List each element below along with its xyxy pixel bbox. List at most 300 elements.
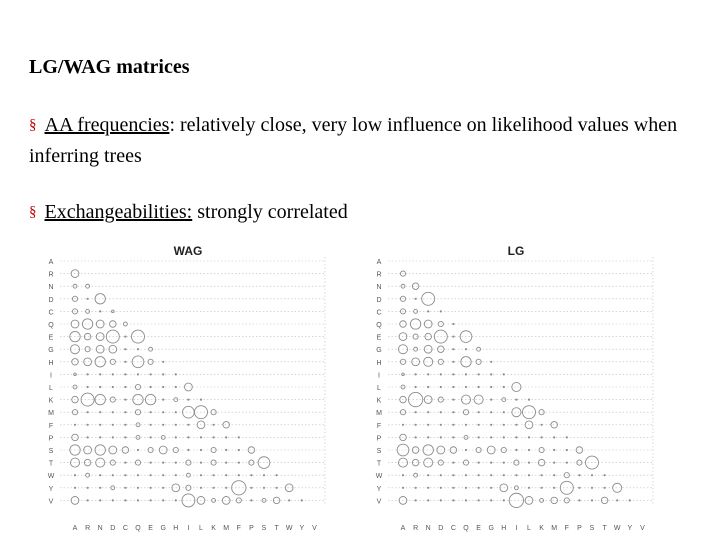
- row-label: L: [377, 385, 381, 392]
- exchangeability-dot: [162, 474, 164, 476]
- column-label: E: [148, 525, 153, 532]
- exchangeability-dot: [415, 487, 417, 489]
- exchangeability-dot: [162, 399, 164, 401]
- exchangeability-dot: [124, 399, 126, 401]
- column-label: G: [488, 525, 494, 532]
- exchangeability-dot: [478, 424, 480, 426]
- exchangeability-dot: [175, 373, 177, 375]
- row-label: K: [48, 397, 54, 405]
- exchangeability-dot: [503, 462, 505, 464]
- exchangeability-dot: [175, 424, 177, 426]
- exchangeability-dot: [225, 487, 227, 489]
- exchangeability-dot: [541, 436, 543, 438]
- exchangeability-bubble: [512, 408, 521, 417]
- exchangeability-dot: [553, 449, 555, 451]
- exchangeability-dot: [591, 474, 593, 476]
- exchangeability-dot: [427, 373, 429, 375]
- exchangeability-dot: [99, 487, 101, 489]
- exchangeability-dot: [578, 487, 580, 489]
- column-label: V: [312, 525, 317, 532]
- row-label: C: [376, 309, 382, 317]
- exchangeability-dot: [452, 474, 454, 476]
- exchangeability-dot: [503, 424, 505, 426]
- exchangeability-bubble: [183, 406, 195, 418]
- exchangeability-dot: [175, 462, 177, 464]
- exchangeability-dot: [187, 436, 189, 438]
- column-label: L: [199, 525, 203, 532]
- exchangeability-dot: [162, 424, 164, 426]
- exchangeability-dot: [150, 487, 152, 489]
- exchangeability-dot: [490, 474, 492, 476]
- exchangeability-dot: [150, 436, 152, 438]
- exchangeability-dot: [99, 474, 101, 476]
- exchangeability-dot: [238, 462, 240, 464]
- exchangeability-dot: [200, 436, 202, 438]
- exchangeability-dot: [465, 449, 467, 451]
- exchangeability-dot: [250, 474, 252, 476]
- exchangeability-dot: [478, 474, 480, 476]
- bullet-term: Exchangeabilities:: [44, 201, 193, 223]
- exchangeability-dot: [528, 474, 530, 476]
- exchangeability-dot: [541, 487, 543, 489]
- row-label: W: [47, 473, 55, 481]
- exchangeability-dot: [478, 462, 480, 464]
- exchangeability-dot: [490, 411, 492, 413]
- exchangeability-dot: [465, 474, 467, 476]
- exchangeability-dot: [250, 499, 252, 501]
- exchangeability-dot: [112, 474, 114, 476]
- column-label: I: [187, 525, 190, 532]
- column-label: L: [527, 525, 531, 532]
- exchangeability-dot: [213, 424, 215, 426]
- row-label: F: [376, 422, 382, 430]
- exchangeability-dot: [112, 411, 114, 413]
- exchangeability-dot: [87, 411, 89, 413]
- exchangeability-dot: [124, 336, 126, 338]
- exchangeability-dot: [74, 424, 76, 426]
- exchangeability-dot: [452, 487, 454, 489]
- row-label: A: [376, 259, 382, 266]
- bullet-exchangeabilities: [29, 198, 699, 229]
- exchangeability-dot: [503, 411, 505, 413]
- exchangeability-dot: [440, 474, 442, 476]
- exchangeability-dot: [213, 487, 215, 489]
- exchangeability-dot: [200, 399, 202, 401]
- exchangeability-dot: [415, 499, 417, 501]
- exchangeability-dot: [490, 361, 492, 363]
- exchangeability-dot: [99, 424, 101, 426]
- exchangeability-dot: [490, 462, 492, 464]
- exchangeability-dot: [452, 323, 454, 325]
- exchangeability-dot: [515, 399, 517, 401]
- exchangeability-dot: [200, 487, 202, 489]
- exchangeability-dot: [452, 424, 454, 426]
- row-label: E: [48, 334, 54, 342]
- exchangeability-dot: [490, 499, 492, 501]
- exchangeability-dot: [187, 424, 189, 426]
- exchangeability-dot: [503, 373, 505, 375]
- row-label: S: [48, 448, 54, 455]
- exchangeability-dot: [124, 487, 126, 489]
- exchangeability-dot: [452, 386, 454, 388]
- row-label: L: [49, 385, 53, 392]
- exchangeability-dot: [566, 462, 568, 464]
- exchangeability-dot: [452, 361, 454, 363]
- exchangeability-dot: [200, 462, 202, 464]
- exchangeability-dot: [276, 474, 278, 476]
- row-label: T: [376, 460, 382, 468]
- exchangeability-dot: [490, 399, 492, 401]
- column-label: A: [72, 525, 78, 532]
- exchangeability-dot: [175, 499, 177, 501]
- exchangeability-dot: [465, 373, 467, 375]
- exchangeability-dot: [415, 436, 417, 438]
- exchangeability-dot: [175, 411, 177, 413]
- column-label: S: [261, 525, 267, 532]
- exchangeability-dot: [238, 436, 240, 438]
- exchangeability-dot: [402, 487, 404, 489]
- exchangeability-dot: [112, 373, 114, 375]
- exchangeability-dot: [150, 462, 152, 464]
- exchangeability-dot: [465, 424, 467, 426]
- wag-bubble-matrix: [38, 240, 338, 536]
- column-label: Q: [463, 525, 469, 532]
- exchangeability-dot: [87, 424, 89, 426]
- exchangeability-dot: [137, 348, 139, 350]
- square-bullet-icon: §: [29, 204, 37, 220]
- exchangeability-dot: [87, 298, 89, 300]
- exchangeability-dot: [150, 499, 152, 501]
- column-label: G: [160, 525, 166, 532]
- exchangeability-dot: [225, 436, 227, 438]
- row-label: Y: [376, 485, 382, 493]
- exchangeability-dot: [490, 436, 492, 438]
- column-label: N: [97, 525, 103, 532]
- exchangeability-dot: [150, 424, 152, 426]
- exchangeability-dot: [415, 424, 417, 426]
- exchangeability-dot: [528, 449, 530, 451]
- exchangeability-bubble: [474, 395, 483, 404]
- exchangeability-dot: [604, 487, 606, 489]
- exchangeability-dot: [112, 436, 114, 438]
- exchangeability-dot: [150, 411, 152, 413]
- exchangeability-dot: [263, 487, 265, 489]
- column-label: F: [564, 525, 569, 532]
- bullet-term: AA frequencies: [44, 114, 170, 136]
- exchangeability-dot: [124, 348, 126, 350]
- exchangeability-dot: [528, 462, 530, 464]
- exchangeability-dot: [478, 373, 480, 375]
- exchangeability-dot: [415, 411, 417, 413]
- column-label: S: [589, 525, 595, 532]
- column-label: C: [450, 525, 456, 532]
- exchangeability-dot: [137, 373, 139, 375]
- row-label: N: [376, 284, 382, 292]
- column-label: Q: [135, 525, 141, 532]
- exchangeability-dot: [99, 373, 101, 375]
- row-label: Q: [376, 322, 382, 329]
- exchangeability-dot: [137, 449, 139, 451]
- exchangeability-dot: [478, 487, 480, 489]
- column-label: F: [236, 525, 241, 532]
- row-label: R: [48, 271, 54, 279]
- exchangeability-dot: [87, 499, 89, 501]
- exchangeability-dot: [629, 499, 631, 501]
- exchangeability-dot: [162, 462, 164, 464]
- exchangeability-dot: [200, 474, 202, 476]
- exchangeability-bubble: [95, 445, 105, 455]
- exchangeability-dot: [175, 474, 177, 476]
- exchangeability-dot: [528, 399, 530, 401]
- row-label: V: [48, 498, 54, 506]
- exchangeability-dot: [465, 386, 467, 388]
- exchangeability-dot: [137, 499, 139, 501]
- exchangeability-dot: [162, 499, 164, 501]
- exchangeability-dot: [427, 310, 429, 312]
- column-label: D: [110, 525, 116, 532]
- exchangeability-dot: [124, 436, 126, 438]
- exchangeability-dot: [162, 411, 164, 413]
- row-label: C: [48, 309, 54, 317]
- exchangeability-dot: [99, 436, 101, 438]
- matrix-title: LG: [507, 244, 525, 258]
- exchangeability-dot: [616, 499, 618, 501]
- row-label: H: [48, 359, 54, 367]
- exchangeability-dot: [427, 487, 429, 489]
- exchangeability-dot: [150, 474, 152, 476]
- exchangeability-dot: [238, 449, 240, 451]
- exchangeability-dot: [440, 424, 442, 426]
- slide-title: LG/WAG matrices: [29, 56, 190, 78]
- exchangeability-dot: [591, 499, 593, 501]
- exchangeability-dot: [452, 336, 454, 338]
- column-label: E: [476, 525, 481, 532]
- exchangeability-dot: [427, 436, 429, 438]
- row-label: G: [48, 347, 54, 355]
- exchangeability-dot: [162, 386, 164, 388]
- exchangeability-dot: [478, 411, 480, 413]
- row-label: T: [48, 460, 54, 468]
- exchangeability-dot: [440, 411, 442, 413]
- row-label: R: [376, 271, 382, 279]
- exchangeability-dot: [515, 449, 517, 451]
- exchangeability-dot: [124, 474, 126, 476]
- bullet-text: strongly correlated: [192, 201, 348, 223]
- exchangeability-dot: [452, 499, 454, 501]
- exchangeability-dot: [87, 487, 89, 489]
- exchangeability-dot: [578, 474, 580, 476]
- exchangeability-bubble: [410, 319, 420, 329]
- exchangeability-dot: [301, 499, 303, 501]
- column-label: H: [173, 525, 179, 532]
- exchangeability-dot: [427, 474, 429, 476]
- exchangeability-dot: [99, 499, 101, 501]
- exchangeability-dot: [124, 462, 126, 464]
- exchangeability-dot: [99, 310, 101, 312]
- exchangeability-dot: [452, 436, 454, 438]
- column-label: P: [249, 525, 254, 532]
- row-label: W: [375, 473, 383, 481]
- exchangeability-dot: [465, 487, 467, 489]
- exchangeability-dot: [288, 499, 290, 501]
- column-label: C: [122, 525, 128, 532]
- exchangeability-dot: [490, 487, 492, 489]
- exchangeability-dot: [124, 373, 126, 375]
- exchangeability-dot: [402, 424, 404, 426]
- row-label: I: [50, 372, 52, 380]
- exchangeability-dot: [225, 449, 227, 451]
- row-label: E: [376, 334, 382, 342]
- column-label: W: [613, 525, 621, 532]
- row-label: H: [376, 359, 382, 367]
- exchangeability-dot: [225, 462, 227, 464]
- exchangeability-dot: [528, 487, 530, 489]
- column-label: K: [211, 525, 216, 532]
- exchangeability-dot: [124, 499, 126, 501]
- row-label: M: [48, 410, 54, 418]
- exchangeability-dot: [553, 474, 555, 476]
- exchangeability-dot: [566, 449, 568, 451]
- exchangeability-dot: [162, 361, 164, 363]
- exchangeability-dot: [175, 386, 177, 388]
- exchangeability-dot: [452, 348, 454, 350]
- exchangeability-dot: [175, 436, 177, 438]
- exchangeability-dot: [74, 474, 76, 476]
- exchangeability-bubble: [512, 382, 521, 391]
- exchangeability-dot: [112, 424, 114, 426]
- exchangeability-dot: [99, 386, 101, 388]
- exchangeability-dot: [465, 499, 467, 501]
- exchangeability-bubble: [185, 383, 193, 391]
- exchangeability-dot: [162, 487, 164, 489]
- exchangeability-dot: [225, 474, 227, 476]
- exchangeability-dot: [87, 373, 89, 375]
- row-label: F: [48, 422, 54, 430]
- exchangeability-dot: [137, 487, 139, 489]
- exchangeability-bubble: [95, 357, 105, 367]
- exchangeability-dot: [415, 373, 417, 375]
- exchangeability-dot: [490, 424, 492, 426]
- exchangeability-dot: [604, 474, 606, 476]
- row-label: D: [48, 296, 54, 304]
- lg-bubble-matrix: [366, 240, 666, 536]
- exchangeability-dot: [490, 373, 492, 375]
- column-label: I: [515, 525, 518, 532]
- exchangeability-dot: [541, 474, 543, 476]
- exchangeability-dot: [150, 386, 152, 388]
- column-label: M: [551, 525, 558, 532]
- exchangeability-dot: [478, 436, 480, 438]
- row-label: M: [376, 410, 382, 418]
- column-label: R: [85, 525, 91, 532]
- exchangeability-dot: [503, 474, 505, 476]
- row-label: G: [376, 347, 382, 355]
- exchangeability-dot: [87, 436, 89, 438]
- row-label: V: [376, 498, 382, 506]
- column-label: T: [274, 525, 279, 532]
- exchangeability-dot: [591, 487, 593, 489]
- row-label: I: [378, 372, 380, 380]
- bullet-text: relatively close, very low influence on likelihood values when inferring trees: [29, 114, 678, 167]
- exchangeability-dot: [515, 474, 517, 476]
- exchangeability-dot: [503, 499, 505, 501]
- exchangeability-dot: [162, 373, 164, 375]
- exchangeability-dot: [87, 386, 89, 388]
- exchangeability-dot: [200, 449, 202, 451]
- exchangeability-dot: [213, 474, 215, 476]
- exchangeability-bubble: [145, 394, 155, 404]
- exchangeability-dot: [528, 436, 530, 438]
- exchangeability-dot: [553, 462, 555, 464]
- row-label: A: [48, 259, 54, 266]
- exchangeability-dot: [541, 424, 543, 426]
- exchangeability-dot: [427, 386, 429, 388]
- exchangeability-dot: [503, 436, 505, 438]
- bullet-separator: :: [169, 114, 176, 136]
- exchangeability-dot: [213, 436, 215, 438]
- column-label: Y: [299, 525, 305, 532]
- row-label: N: [48, 284, 54, 292]
- exchangeability-dot: [112, 499, 114, 501]
- exchangeability-dot: [478, 499, 480, 501]
- exchangeability-dot: [440, 373, 442, 375]
- column-label: R: [413, 525, 419, 532]
- exchangeability-dot: [440, 386, 442, 388]
- column-label: H: [501, 525, 507, 532]
- exchangeability-dot: [415, 386, 417, 388]
- square-bullet-icon: §: [29, 117, 37, 133]
- exchangeability-bubble: [95, 294, 105, 304]
- exchangeability-dot: [427, 499, 429, 501]
- row-label: Q: [48, 322, 54, 329]
- column-label: D: [438, 525, 444, 532]
- exchangeability-dot: [238, 474, 240, 476]
- column-label: P: [577, 525, 582, 532]
- matrix-title: WAG: [173, 244, 203, 258]
- column-label: A: [400, 525, 406, 532]
- exchangeability-dot: [187, 449, 189, 451]
- exchangeability-dot: [452, 373, 454, 375]
- exchangeability-bubble: [82, 319, 92, 329]
- exchangeability-bubble: [423, 445, 433, 455]
- exchangeability-dot: [112, 386, 114, 388]
- column-label: M: [223, 525, 230, 532]
- exchangeability-dot: [553, 487, 555, 489]
- exchangeability-dot: [440, 310, 442, 312]
- exchangeability-dot: [452, 399, 454, 401]
- column-label: Y: [627, 525, 633, 532]
- row-label: P: [376, 435, 382, 443]
- exchangeability-dot: [150, 373, 152, 375]
- exchangeability-dot: [250, 487, 252, 489]
- exchangeability-dot: [440, 487, 442, 489]
- exchangeability-dot: [74, 487, 76, 489]
- exchangeability-dot: [124, 361, 126, 363]
- row-label: K: [376, 397, 382, 405]
- exchangeability-dot: [124, 411, 126, 413]
- row-label: D: [376, 296, 382, 304]
- row-label: P: [48, 435, 54, 443]
- column-label: T: [602, 525, 607, 532]
- exchangeability-dot: [440, 499, 442, 501]
- exchangeability-dot: [452, 462, 454, 464]
- row-label: Y: [48, 485, 54, 493]
- exchangeability-dot: [578, 499, 580, 501]
- exchangeability-dot: [440, 436, 442, 438]
- exchangeability-bubble: [95, 394, 105, 404]
- exchangeability-dot: [124, 386, 126, 388]
- exchangeability-dot: [452, 411, 454, 413]
